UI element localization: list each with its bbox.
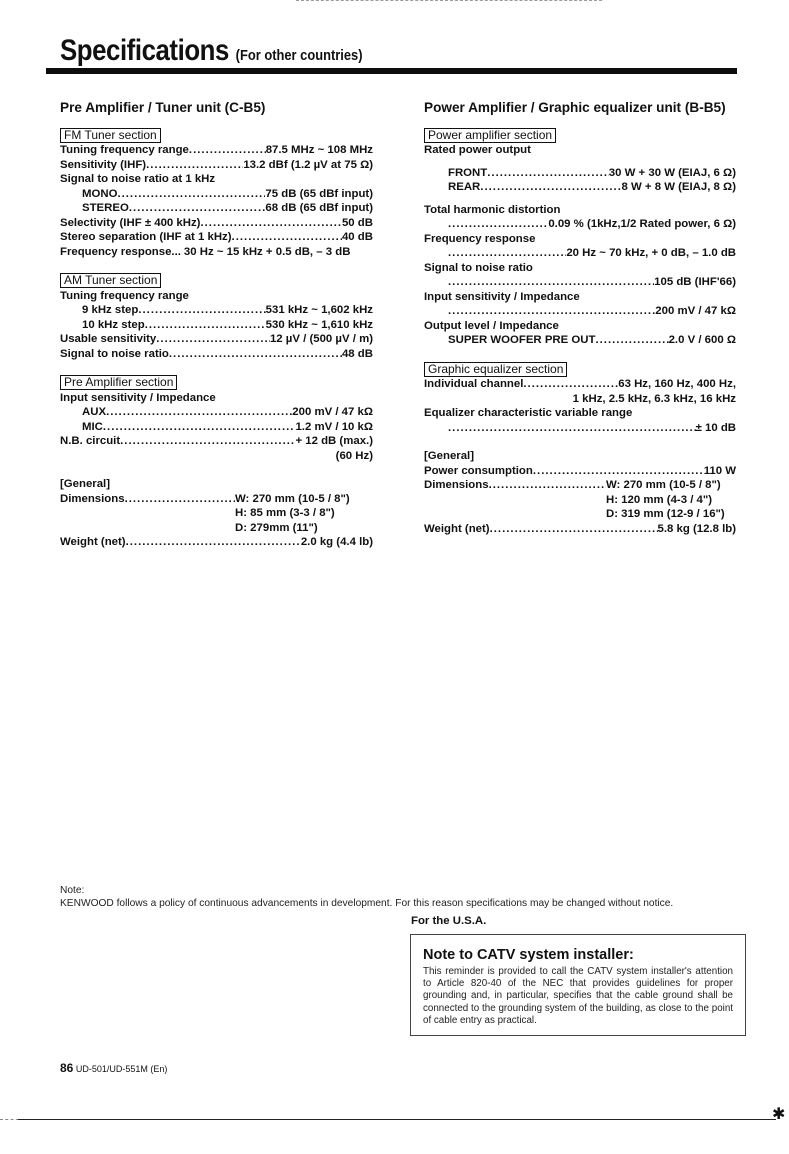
spec-row: ..... 0.09 % (1kHz,1/2 Rated power, 6 Ω) (424, 217, 736, 232)
right-column (424, 101, 736, 536)
spec-row: Dimensions ..... W: 270 mm (10-5 / 8") (424, 478, 736, 493)
page-subtitle: (For other countries) (235, 47, 363, 64)
catv-title: Note to CATV system installer: (423, 947, 634, 963)
catv-text: This reminder is provided to call the CATV system installer's attention to Article 820-40 of the NEC that provides guidelines for proper grounding and, in particular, specifies that the cable ground shall be connected to the grounding system of the building, as close to the point of cable entry as practical. (423, 966, 733, 1026)
pre-section-label: Pre Amplifier section (60, 375, 177, 390)
spec-row: Usable sensitivity ..... 12 µV / (500 µV / m) (60, 332, 373, 347)
usa-label: For the U.S.A. (411, 915, 487, 927)
spec-row: D: 279mm (11") (235, 521, 318, 534)
general-heading: [General] (60, 478, 111, 490)
left-column (60, 101, 373, 550)
spec-row: MIC ..... 1.2 mV / 10 kΩ (60, 420, 373, 435)
spec-label: Tuning frequency range (60, 289, 189, 302)
spec-row: ..... 200 mV / 47 kΩ (424, 304, 736, 319)
spec-label: Input sensitivity / Impedance (60, 391, 216, 404)
spec-row: STEREO ..... 68 dB (65 dBf input) (60, 201, 373, 216)
spec-row: Tuning frequency range ..... 87.5 MHz ~ 108 MHz (60, 143, 373, 158)
spec-row: Power consumption ..... 110 W (424, 464, 736, 479)
spec-row: REAR ..... 8 W + 8 W (EIAJ, 8 Ω) (424, 180, 736, 195)
spec-value: 1 kHz, 2.5 kHz, 6.3 kHz, 16 kHz (572, 392, 736, 405)
spec-label: Rated power output (424, 144, 531, 156)
note-block (60, 884, 673, 910)
spec-row: FRONT ..... 30 W + 30 W (EIAJ, 6 Ω) (424, 166, 736, 181)
spec-label: Input sensitivity / Impedance (424, 290, 580, 303)
note-label: Note: (60, 885, 85, 896)
spec-row: ..... 20 Hz ~ 70 kHz, + 0 dB, – 1.0 dB (424, 246, 736, 261)
general-heading: [General] (424, 450, 475, 462)
spec-row: Weight (net) ..... 5.8 kg (12.8 lb) (424, 522, 736, 537)
spec-label: Equalizer characteristic variable range (424, 407, 633, 419)
spec-row: Sensitivity (IHF) ..... 13.2 dBf (1.2 µV at 75 Ω) (60, 158, 373, 173)
spec-row: Dimensions ..... W: 270 mm (10-5 / 8") (60, 492, 373, 507)
left-heading: Pre Amplifier / Tuner unit (C-B5) (60, 100, 266, 115)
title-rule (46, 68, 737, 74)
top-dashed-line (296, 0, 602, 1)
spec-row: AUX ..... 200 mV / 47 kΩ (60, 405, 373, 420)
spec-row: SUPER WOOFER PRE OUT ..... 2.0 V / 600 Ω (424, 333, 736, 348)
spec-row: Stereo separation (IHF at 1 kHz) ..... 40 dB (60, 230, 373, 245)
spec-row: Individual channel ..... 63 Hz, 160 Hz, 400 Hz, (424, 377, 736, 392)
catv-note-box (410, 934, 746, 1036)
spec-label: Total harmonic distortion (424, 203, 561, 216)
spec-row: 10 kHz step ..... 530 kHz ~ 1,610 kHz (60, 318, 373, 333)
spec-row: H: 120 mm (4-3 / 4") (606, 493, 713, 506)
page-title: Specifications (For other countries) (60, 34, 363, 67)
fm-section-label: FM Tuner section (60, 128, 161, 143)
page-number: 86 (60, 1061, 74, 1075)
page-footer (60, 1061, 167, 1075)
spec-row: Frequency response... 30 Hz ~ 15 kHz + 0.5 dB, – 3 dB (60, 245, 351, 258)
model-label: UD-501/UD-551M (En) (75, 1064, 168, 1074)
spec-row: ..... 105 dB (IHF'66) (424, 275, 736, 290)
spec-row: D: 319 mm (12-9 / 16") (606, 508, 725, 520)
spec-label: Signal to noise ratio at 1 kHz (60, 173, 216, 185)
corner-mark-icon: ✱ (772, 1106, 786, 1123)
spec-row: Selectivity (IHF ± 400 kHz) ..... 50 dB (60, 216, 373, 231)
spec-row: ..... ± 10 dB (424, 421, 736, 436)
right-heading: Power Amplifier / Graphic equalizer unit (B-B5) (424, 100, 726, 115)
bottom-rule (18, 1119, 776, 1120)
spec-row: Signal to noise ratio ..... 48 dB (60, 347, 373, 362)
spec-label: Output level / Impedance (424, 319, 559, 332)
eq-section-label: Graphic equalizer section (424, 362, 567, 377)
spec-row: H: 85 mm (3-3 / 8") (235, 507, 335, 519)
spec-row: 9 kHz step ..... 531 kHz ~ 1,602 kHz (60, 303, 373, 318)
spec-row: Weight (net) ..... 2.0 kg (4.4 lb) (60, 535, 373, 550)
spec-label: Signal to noise ratio (424, 261, 533, 274)
am-section-label: AM Tuner section (60, 273, 161, 288)
spec-label: Frequency response (424, 232, 536, 245)
spec-row: MONO ..... 75 dB (65 dBf input) (60, 187, 373, 202)
spec-row: N.B. circuit ..... + 12 dB (max.) (60, 434, 373, 449)
spec-value: (60 Hz) (335, 449, 373, 462)
note-text: KENWOOD follows a policy of continuous advancements in development. For this reason specifications may be changed without notice. (60, 898, 674, 909)
power-section-label: Power amplifier section (424, 128, 556, 143)
